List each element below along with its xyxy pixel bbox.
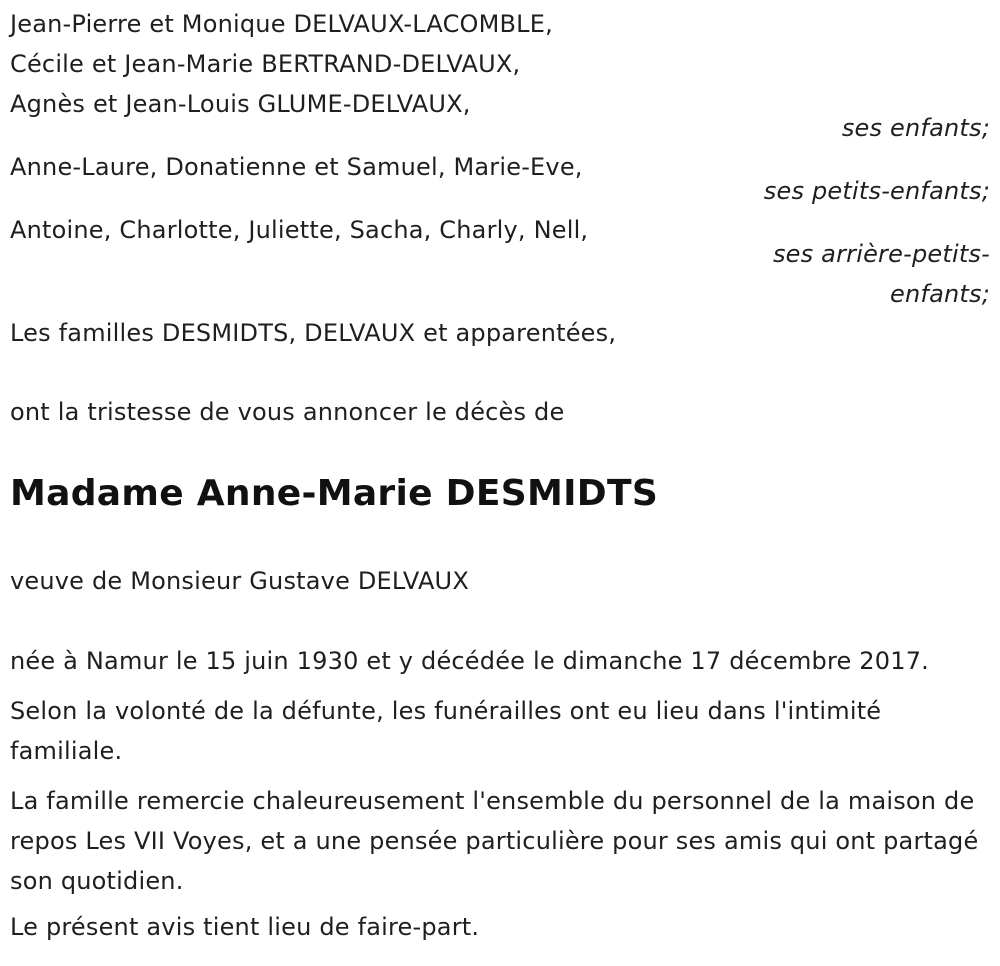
deceased-name: Madame Anne-Marie DESMIDTS: [10, 473, 659, 514]
funeral-note: Selon la volonté de la défunte, les funérailles ont eu lieu dans l'intimité familiale.: [10, 697, 882, 765]
child-family-line: Jean-Pierre et Monique DELVAUX-LACOMBLE,: [10, 10, 553, 38]
extended-families-line: Les familles DESMIDTS, DELVAUX et apparentées,: [10, 319, 617, 347]
children-role-label: ses enfants;: [841, 114, 990, 142]
birth-death-line: née à Namur le 15 juin 1930 et y décédée le dimanche 17 décembre 2017.: [10, 647, 930, 675]
child-family-line: Cécile et Jean-Marie BERTRAND-DELVAUX,: [10, 50, 521, 78]
closing-line: Le présent avis tient lieu de faire-part.: [10, 913, 480, 941]
grandchildren-line: Anne-Laure, Donatienne et Samuel, Marie-Eve,: [10, 153, 583, 181]
announcement-line: ont la tristesse de vous annoncer le décès de: [10, 398, 565, 426]
great-grandchildren-line: Antoine, Charlotte, Juliette, Sacha, Charly, Nell,: [10, 216, 589, 244]
great-grandchildren-role-label-cont: enfants;: [890, 280, 990, 308]
great-grandchildren-role-label: ses arrière-petits-: [772, 240, 990, 268]
child-family-line: Agnès et Jean-Louis GLUME-DELVAUX,: [10, 90, 471, 118]
grandchildren-role-label: ses petits-enfants;: [763, 177, 990, 205]
thanks-paragraph: La famille remercie chaleureusement l'ensemble du personnel de la maison de repos Les VII Voyes, et a une pensée particulière pour ses amis qui ont partagé son quotidien.: [10, 787, 979, 895]
widow-of-line: veuve de Monsieur Gustave DELVAUX: [10, 567, 469, 595]
